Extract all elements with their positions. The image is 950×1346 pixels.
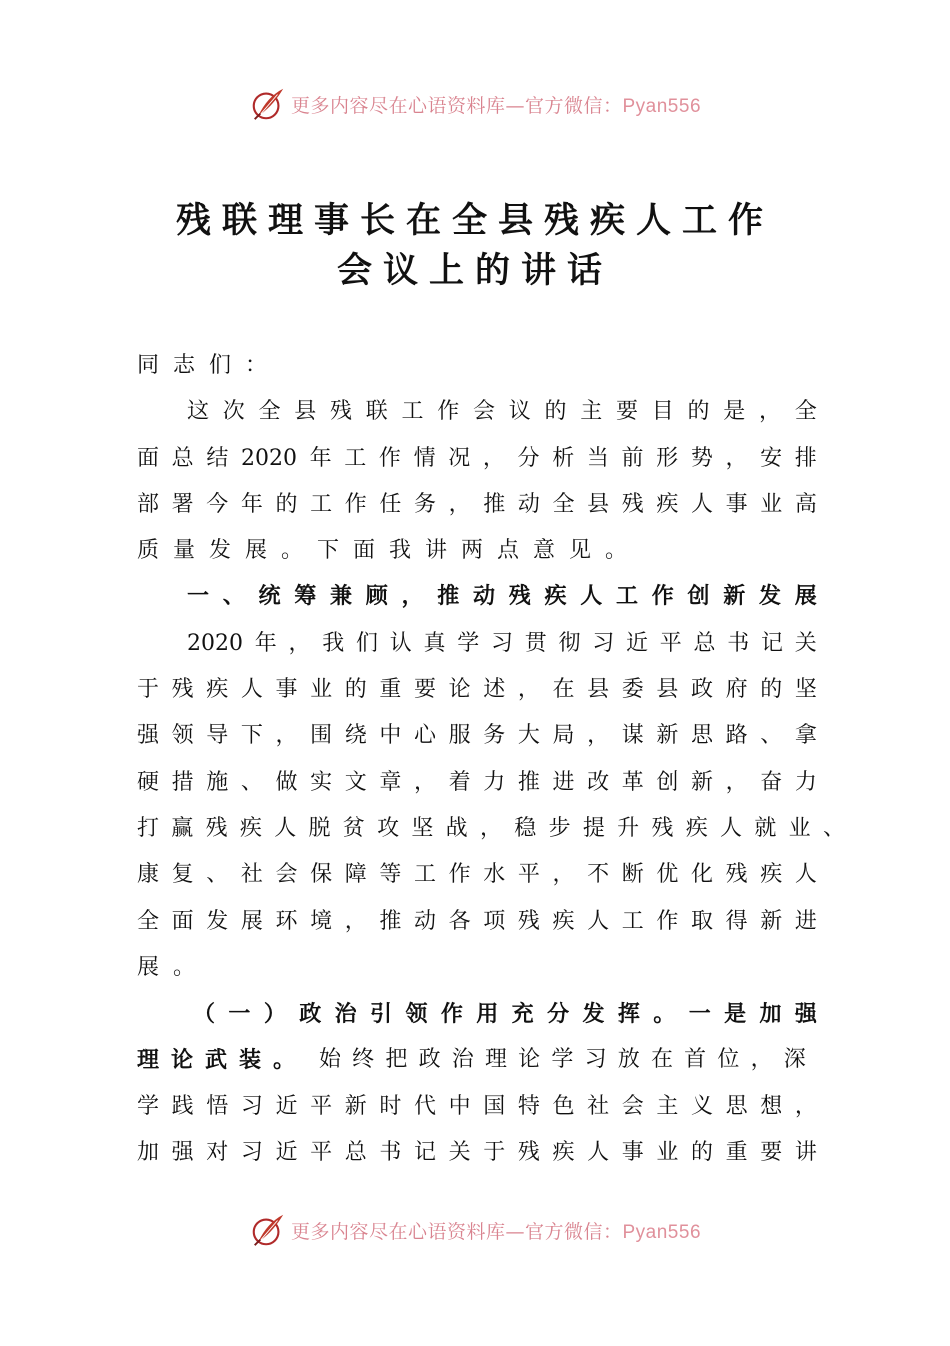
title-line-2: 会议上的讲话 [336, 251, 613, 291]
paragraph-line: 这 次 全 县 残 联 工 作 会 议 的 主 要 目 的 是 ， 全 [187, 399, 817, 425]
paragraph-line: 学 践 悟 习 近 平 新 时 代 中 国 特 色 社 会 主 义 思 想 ， [137, 1093, 817, 1119]
paragraph-line: 展。 [137, 954, 210, 980]
paragraph-line: 硬 措 施 、 做 实 文 章 ， 着 力 推 进 改 革 创 新 ， 奋 力 [137, 769, 817, 795]
banner-wechat-id: Pyan556 [622, 1221, 702, 1243]
title-line-1: 残联理事长在全县残疾人工作 [175, 201, 774, 241]
banner-content [249, 85, 701, 123]
section-heading-1: 一 、 统 筹 兼 顾 ， 推 动 残 疾 人 工 作 创 新 发 展 [187, 584, 817, 610]
paragraph-line: 于 残 疾 人 事 业 的 重 要 论 述 ， 在 县 委 县 政 府 的 坚 [137, 677, 817, 703]
quill-pen-logo-icon [249, 1211, 287, 1249]
paragraph-line: 2020 年 ， 我 们 认 真 学 习 贯 彻 习 近 平 总 书 记 关 [187, 630, 817, 656]
paragraph-line: 强 领 导 下 ， 围 绕 中 心 服 务 大 局 ， 谋 新 思 路 、 拿 [137, 723, 817, 749]
subsection-heading-1: （ 一 ） 政 治 引 领 作 用 充 分 发 挥 。 一 是 加 强 [193, 1001, 817, 1028]
subsection-key-phrase: 理论武装。 [137, 1047, 308, 1074]
paragraph-line: 加 强 对 习 近 平 总 书 记 关 于 残 疾 人 事 业 的 重 要 讲 [137, 1140, 817, 1166]
paragraph-line: 打 赢 残 疾 人 脱 贫 攻 坚 战 ， 稳 步 提 升 残 疾 人 就 业 、 [137, 815, 845, 841]
paragraph-line: 康 复 、 社 会 保 障 等 工 作 水 平 ， 不 断 优 化 残 疾 人 [137, 862, 817, 888]
footer-banner [0, 1208, 950, 1252]
paragraph-line: 质量发展。下面我讲两点意见。 [137, 538, 642, 564]
paragraph-line: 面 总 结 2020 年 工 作 情 况 ， 分 析 当 前 形 势 ， 安 排 [137, 445, 817, 471]
paragraph-line: 全 面 发 展 环 境 ， 推 动 各 项 残 疾 人 工 作 取 得 新 进 [137, 908, 817, 934]
paragraph-line-rest: 始终把政治理论学习放在首位，深 [318, 1047, 817, 1073]
banner-text: 更多内容尽在心语资料库—官方微信：Pyan556 [290, 1220, 702, 1243]
banner-wechat-id: Pyan556 [622, 95, 702, 117]
paragraph-line: 部 署 今 年 的 工 作 任 务 ， 推 动 全 县 残 疾 人 事 业 高 [137, 491, 817, 517]
banner-content [249, 1211, 701, 1249]
salutation: 同志们： [137, 353, 282, 378]
quill-pen-logo-icon [249, 85, 287, 123]
banner-text: 更多内容尽在心语资料库—官方微信：Pyan556 [290, 94, 702, 117]
header-banner [0, 82, 950, 126]
document-body [137, 343, 845, 1176]
paragraph-line-mixed [137, 1037, 817, 1083]
document-title [0, 196, 950, 296]
